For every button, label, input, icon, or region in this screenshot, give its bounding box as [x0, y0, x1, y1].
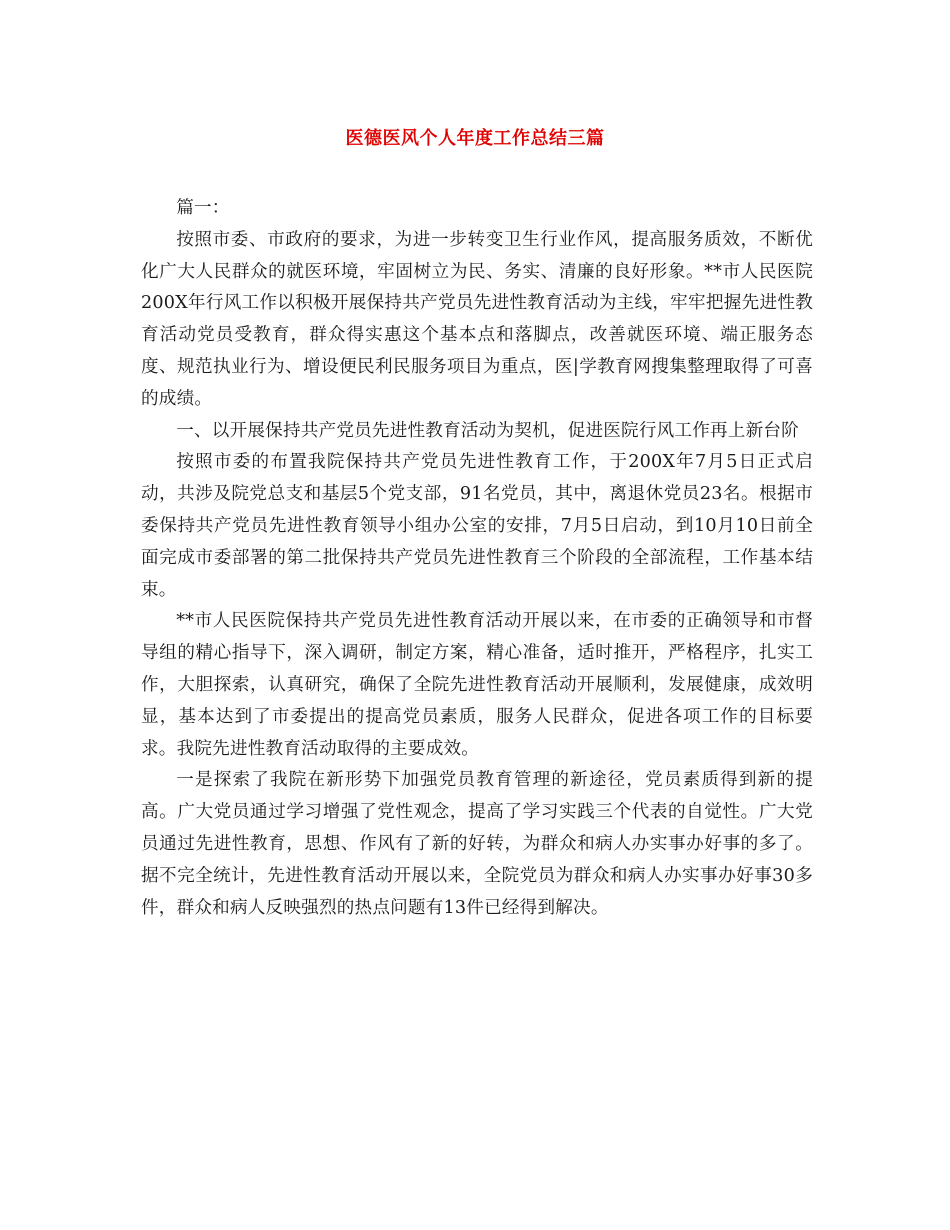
paragraph-heading-one: 一、以开展保持共产党员先进性教育活动为契机，促进医院行风工作再上新台阶 — [176, 420, 799, 441]
paragraph-progress: **市人民医院保持共产党员先进性教育活动开展以来，在市委的正确领导和市督导组的精心指导下，深入调研，制定方案，精心准备，适时推开，严格程序，扎实工作，大胆探索，认真研究，确保了全院先进性教育活动开展顺利，发展健康，成效明显，基本达到了市委提出的提高党员素质，服务人民群众，促进各项工作的目标要求。我院先进性教育活动取得的主要成效。 — [141, 611, 813, 759]
document-body — [141, 193, 813, 924]
paragraph-launch: 按照市委的布置我院保持共产党员先进性教育工作，于200X年7月5日正式启动，共涉及院党总支和基层5个党支部，91名党员，其中，离退休党员23名。根据市委保持共产党员先进性教育领导小组办公室的安排，7月5日启动，到10月10日前全面完成市委部署的第二批保持共产党员先进性教育三个阶段的全部流程，工作基本结束。 — [141, 452, 813, 600]
paragraph-section-label: 篇一： — [176, 198, 230, 218]
paragraph-result-one: 一是探索了我院在新形势下加强党员教育管理的新途径，党员素质得到新的提高。广大党员通过学习增强了党性观念，提高了学习实践三个代表的自觉性。广大党员通过先进性教育，思想、作风有了新的好转，为群众和病人办实事办好事的多了。据不完全统计，先进性教育活动开展以来，全院党员为群众和病人办实事办好事30多件，群众和病人反映强烈的热点问题有13件已经得到解决。 — [141, 770, 813, 918]
paragraph-intro: 按照市委、市政府的要求，为进一步转变卫生行业作风，提高服务质效，不断优化广大人民群众的就医环境，牢固树立为民、务实、清廉的良好形象。**市人民医院200X年行风工作以积极开展保持共产党员先进性教育活动为主线，牢牢把握先进性教育活动党员受教育，群众得实惠这个基本点和落脚点，改善就医环境、端正服务态度、规范执业行为、增设便民利民服务项目为重点，医|学教育网搜集整理取得了可喜的成绩。 — [141, 229, 813, 409]
document-title: 医德医风个人年度工作总结三篇 — [345, 128, 605, 149]
